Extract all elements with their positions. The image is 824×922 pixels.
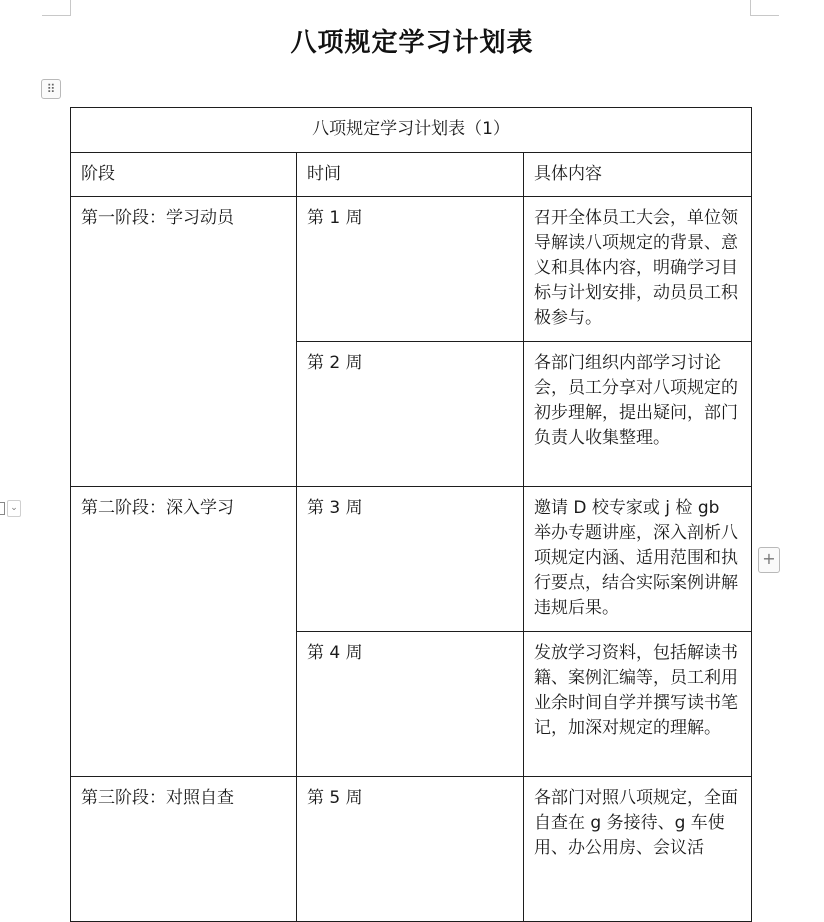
table-move-handle-icon[interactable]: ⠿ [41,79,61,99]
study-plan-table [70,107,752,922]
page-corner-mark-left [42,0,71,16]
add-column-button[interactable]: + [758,547,780,573]
time-cell[interactable]: 第 4 周 [297,632,524,777]
time-cell[interactable]: 第 1 周 [297,197,524,342]
stage-cell[interactable]: 第一阶段：学习动员 [71,197,297,487]
header-time[interactable]: 时间 [297,153,524,197]
chevron-down-icon[interactable]: ⌄ [7,500,21,517]
header-stage[interactable]: 阶段 [71,153,297,197]
table-row [71,487,752,632]
document-title: 八项规定学习计划表 [290,28,534,58]
table-row [71,777,752,922]
table-header-row [71,153,752,197]
page-corner-mark-right [750,0,779,16]
content-cell[interactable]: 各部门对照八项规定，全面自查在 g 务接待、g 车使用、办公用房、会议活 [524,777,752,922]
table-caption-row [71,108,752,153]
table-caption[interactable]: 八项规定学习计划表（1） [71,108,752,153]
time-cell[interactable]: 第 2 周 [297,342,524,487]
content-cell[interactable]: 各部门组织内部学习讨论会，员工分享对八项规定的初步理解，提出疑问，部门负责人收集整理。 [524,342,752,487]
time-cell[interactable]: 第 3 周 [297,487,524,632]
content-cell[interactable]: 发放学习资料，包括解读书籍、案例汇编等，员工利用业余时间自学并撰写读书笔记，加深对规定的理解。 [524,632,752,777]
block-icon [0,502,5,515]
stage-cell[interactable]: 第三阶段：对照自查 [71,777,297,922]
stage-cell[interactable]: 第二阶段：深入学习 [71,487,297,777]
side-block-menu[interactable] [0,500,23,518]
table-row [71,197,752,342]
content-cell[interactable]: 邀请 D 校专家或 j 检 gb 举办专题讲座，深入剖析八项规定内涵、适用范围和执行要点，结合实际案例讲解违规后果。 [524,487,752,632]
content-cell[interactable]: 召开全体员工大会，单位领导解读八项规定的背景、意义和具体内容，明确学习目标与计划安排，动员员工积极参与。 [524,197,752,342]
time-cell[interactable]: 第 5 周 [297,777,524,922]
header-content[interactable]: 具体内容 [524,153,752,197]
